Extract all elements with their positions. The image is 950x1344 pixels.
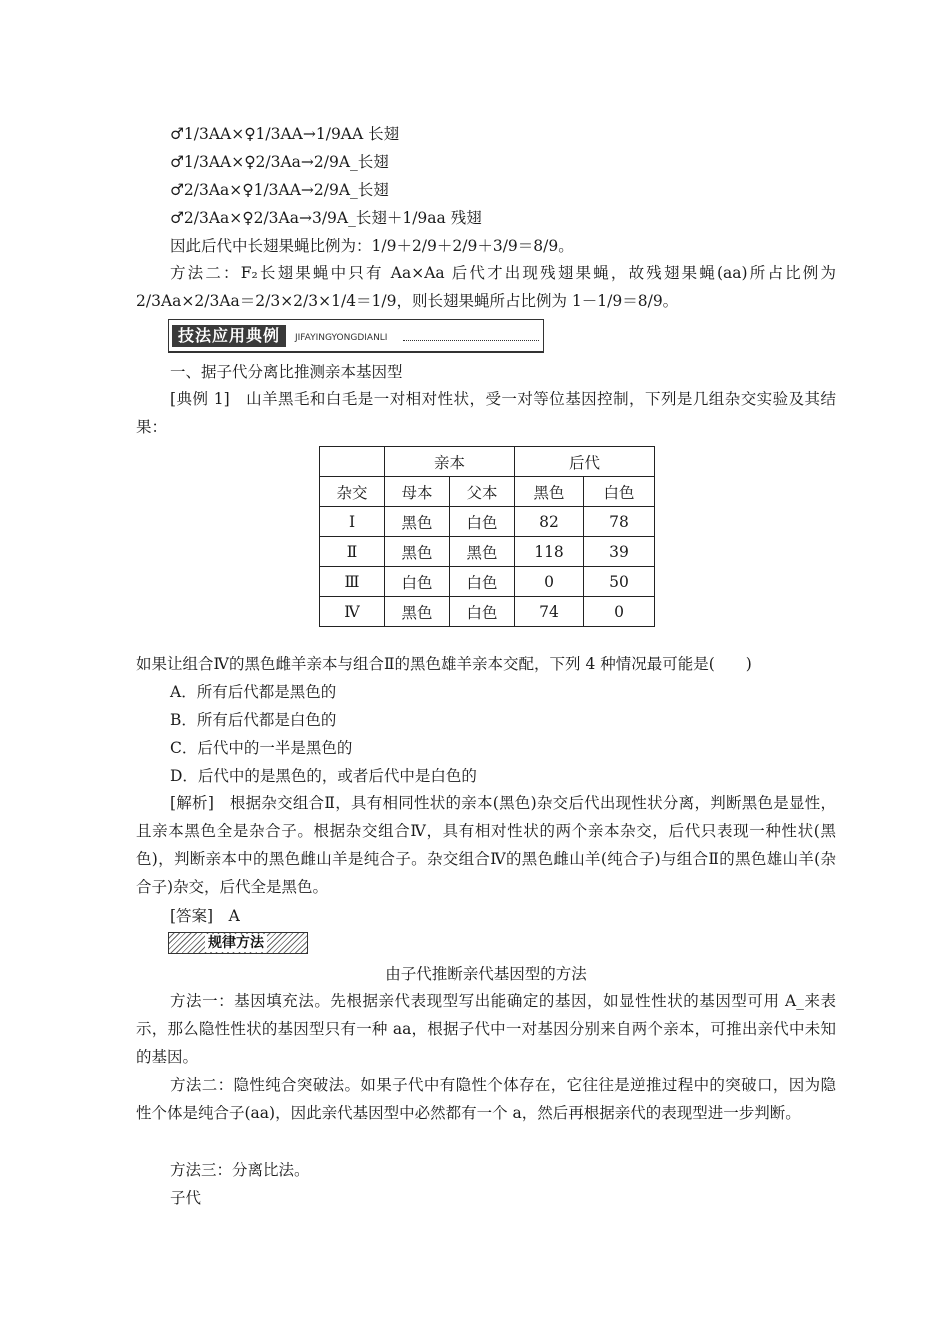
rule-method-label: 规律方法 bbox=[205, 934, 267, 952]
table-cell: 白色 bbox=[385, 567, 450, 597]
analysis-paragraph: [解析] 根据杂交组合Ⅱ，具有相同性状的亲本(黑色)杂交后代出现性状分离，判断黑色是显性，且亲本黑色全是杂合子。根据杂交组合Ⅳ，具有相对性状的两个亲本杂交，后代只表现一种性状(黑色)，判断亲本中的黑色雌山羊是纯合子。杂交组合Ⅳ的黑色雌山羊(纯合子)与组合Ⅱ的黑色雄山羊(杂合子)杂交，后代全是黑色。 bbox=[136, 794, 836, 896]
table-header-cell: 黑色 bbox=[515, 477, 584, 507]
example-paragraph: [典例 1] 山羊黑毛和白毛是一对相对性状，受一对等位基因控制，下列是几组杂交实验及其结果： bbox=[136, 390, 836, 436]
table-group-header: 亲本 bbox=[385, 447, 515, 477]
option-b: B．所有后代都是白色的 bbox=[170, 711, 337, 729]
table-row bbox=[320, 507, 655, 537]
table-row bbox=[320, 537, 655, 567]
table-cell: 白色 bbox=[450, 597, 515, 627]
section-heading: 一、据子代分离比推测亲本基因型 bbox=[170, 363, 403, 381]
table-header-cell: 白色 bbox=[584, 477, 655, 507]
table-header-cell: 父本 bbox=[450, 477, 515, 507]
table-cell: Ⅰ bbox=[320, 507, 385, 537]
table-cell: 白色 bbox=[450, 507, 515, 537]
cross-line-1: ♂1/3AA×♀1/3AA→1/9AA 长翅 bbox=[170, 125, 400, 143]
method-three-line: 方法三：分离比法。 bbox=[170, 1161, 310, 1179]
answer-line: [答案] A bbox=[170, 907, 240, 925]
table-cell: 黑色 bbox=[385, 537, 450, 567]
table-cell: 0 bbox=[515, 567, 584, 597]
option-c: C．后代中的一半是黑色的 bbox=[170, 739, 353, 757]
offspring-label: 子代 bbox=[170, 1189, 202, 1207]
table-cell: 白色 bbox=[450, 567, 515, 597]
table-cell: 0 bbox=[584, 597, 655, 627]
table-cell: 74 bbox=[515, 597, 584, 627]
table-group-header: 后代 bbox=[515, 447, 655, 477]
table-cell: 118 bbox=[515, 537, 584, 567]
cross-line-3: ♂2/3Aa×♀1/3AA→2/9A_长翅 bbox=[170, 181, 389, 199]
table-header-cell: 母本 bbox=[385, 477, 450, 507]
question-stem: 如果让组合Ⅳ的黑色雌羊亲本与组合Ⅱ的黑色雄羊亲本交配，下列 4 种情况最可能是( ) bbox=[136, 655, 752, 673]
table-cell: 82 bbox=[515, 507, 584, 537]
table-cell: 黑色 bbox=[385, 507, 450, 537]
table-header-row bbox=[320, 477, 655, 507]
banner-dotted-rule bbox=[403, 340, 539, 341]
table-cell: 黑色 bbox=[385, 597, 450, 627]
table-cell: 50 bbox=[584, 567, 655, 597]
rule-method-label-box bbox=[168, 932, 308, 954]
cross-line-2: ♂1/3AA×♀2/3Aa→2/9A_长翅 bbox=[170, 153, 389, 171]
option-a: A．所有后代都是黑色的 bbox=[170, 683, 337, 701]
rule-title: 由子代推断亲代基因型的方法 bbox=[385, 965, 587, 983]
table-cell: 39 bbox=[584, 537, 655, 567]
table-row bbox=[320, 597, 655, 627]
table-row bbox=[320, 567, 655, 597]
table-cell: 78 bbox=[584, 507, 655, 537]
table-header-cell: 杂交 bbox=[320, 477, 385, 507]
method-one-paragraph: 方法一：基因填充法。先根据亲代表现型写出能确定的基因，如显性性状的基因型可用 A_来表示，那么隐性性状的基因型只有一种 aa，根据子代中一对基因分别来自两个亲本，可推出亲代中未知的基因。 bbox=[136, 992, 836, 1066]
table-empty-cell bbox=[320, 447, 385, 477]
method2-paragraph: 方法二：F₂长翅果蝇中只有 Aa×Aa 后代才出现残翅果蝇，故残翅果蝇(aa)所占比例为2/3Aa×2/3Aa＝2/3×2/3×1/4＝1/9，则长翅果蝇所占比例为 1－1/9＝8/9。 bbox=[136, 264, 836, 310]
option-d: D．后代中的是黑色的，或者后代中是白色的 bbox=[170, 767, 477, 785]
table-cell: Ⅱ bbox=[320, 537, 385, 567]
method-two-paragraph: 方法二：隐性纯合突破法。如果子代中有隐性个体存在，它往往是逆推过程中的突破口，因为隐性个体是纯合子(aa)，因此亲代基因型中必然都有一个 a，然后再根据亲代的表现型进一步判断。 bbox=[136, 1076, 836, 1122]
table-cell: Ⅲ bbox=[320, 567, 385, 597]
banner-subtitle: JIFAYINGYONGDIANLI bbox=[295, 333, 388, 343]
table-group-header-row bbox=[320, 447, 655, 477]
cross-results-table bbox=[319, 446, 655, 627]
table-cell: 黑色 bbox=[450, 537, 515, 567]
table-cell: Ⅳ bbox=[320, 597, 385, 627]
cross-line-4: ♂2/3Aa×♀2/3Aa→3/9A_长翅＋1/9aa 残翅 bbox=[170, 209, 482, 227]
banner-title: 技法应用典例 bbox=[172, 325, 286, 347]
section-banner bbox=[168, 319, 544, 353]
ratio-line: 因此后代中长翅果蝇比例为：1/9＋2/9＋2/9＋3/9＝8/9。 bbox=[170, 237, 574, 255]
